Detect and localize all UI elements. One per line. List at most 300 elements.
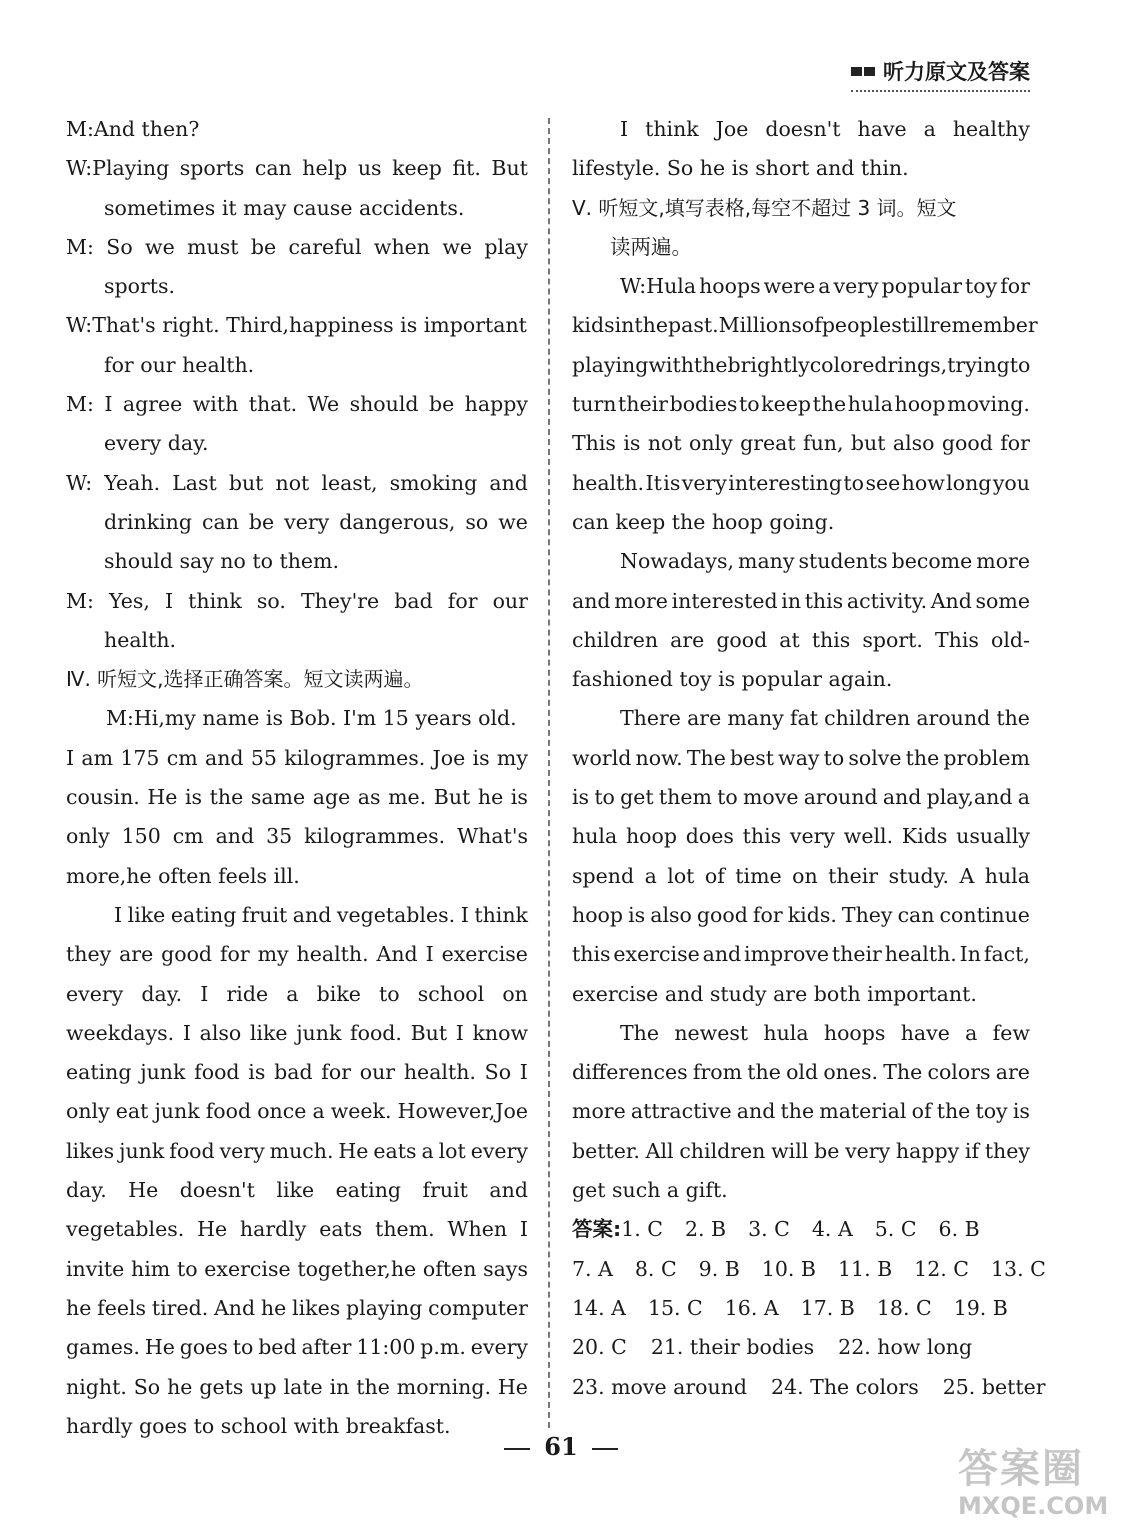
word: attractive: [630, 1099, 732, 1124]
justified-line: [572, 778, 1030, 817]
word: playing: [572, 352, 649, 377]
word: once: [257, 1099, 307, 1124]
word: activity.: [846, 588, 928, 613]
word: very: [681, 470, 727, 495]
word: But: [410, 1020, 448, 1045]
word: a: [312, 1099, 325, 1124]
text-line: [66, 503, 528, 542]
word: health.: [296, 942, 369, 967]
word: hoops: [823, 1020, 886, 1045]
word: I: [460, 902, 469, 927]
text-line: W:That's right. Third,happiness is important: [66, 313, 527, 338]
text-line: [572, 110, 1030, 149]
word: in: [781, 588, 802, 613]
word: However,Joe: [397, 1099, 528, 1124]
word: much.: [269, 1138, 334, 1163]
word: very: [789, 824, 836, 849]
word: with: [192, 392, 239, 417]
word: way: [778, 745, 820, 770]
word: if: [964, 1138, 980, 1163]
word: He: [128, 1178, 159, 1203]
word: after: [301, 1335, 352, 1360]
word: and: [292, 902, 332, 927]
word: says: [483, 1256, 528, 1281]
word: the: [936, 1099, 971, 1124]
word: still: [891, 313, 930, 338]
word: popular: [881, 274, 963, 299]
word: solve: [848, 745, 902, 770]
text-line: [572, 817, 1030, 856]
justified-line: [66, 1250, 528, 1289]
word: brightly: [727, 352, 810, 377]
word: together,he: [297, 1256, 417, 1281]
justified-line: [66, 1210, 528, 1249]
word: and: [204, 745, 244, 770]
word: eat: [115, 1099, 149, 1124]
word: this: [572, 942, 611, 967]
word: are: [119, 942, 154, 967]
text-line: [66, 1092, 528, 1131]
word: bad: [274, 1060, 313, 1085]
text-line: 读两遍。: [610, 234, 692, 259]
text-line: get such a gift.: [572, 1178, 728, 1203]
justified-line: [66, 1171, 528, 1210]
word: for: [321, 1060, 352, 1085]
text-line: [572, 542, 1030, 581]
word: And: [376, 942, 418, 967]
word: likes: [66, 1138, 115, 1163]
word: become: [891, 549, 973, 574]
justified-line: [620, 267, 1030, 306]
word: agree: [122, 392, 183, 417]
word: junk: [119, 1138, 165, 1163]
text-line: for our health.: [104, 352, 255, 377]
word: help: [302, 156, 348, 181]
word: me.: [388, 785, 427, 810]
word: I: [114, 902, 123, 927]
answer-item: 9. B: [698, 1256, 740, 1281]
word: to: [232, 1335, 254, 1360]
word: interested: [671, 588, 778, 613]
word: dangerous,: [339, 509, 456, 534]
word: this: [742, 824, 782, 849]
word: I: [425, 942, 434, 967]
word: around: [916, 706, 991, 731]
answer-key: [572, 1210, 1046, 1406]
word: doesn't: [179, 1178, 255, 1203]
text-line: [572, 778, 1030, 817]
word: Joe: [432, 745, 466, 770]
word: fact,: [983, 942, 1030, 967]
justified-line: [620, 110, 1030, 149]
answer-item: 1. C: [621, 1217, 663, 1242]
word: long: [946, 470, 992, 495]
word: more: [976, 549, 1030, 574]
word: bike: [316, 981, 361, 1006]
word: with: [648, 352, 694, 377]
text-line: more,he often feels ill.: [66, 863, 300, 888]
word: gets: [199, 1374, 244, 1399]
word: play,and: [926, 785, 1013, 810]
word: It: [645, 470, 662, 495]
word: toy: [975, 1099, 1008, 1124]
word: have: [900, 1020, 950, 1045]
right-column: [572, 110, 1046, 1407]
answer-item: 20. C: [572, 1335, 627, 1360]
word: to: [843, 470, 865, 495]
text-line: [66, 1250, 528, 1289]
word: But: [433, 785, 471, 810]
word: is: [472, 745, 490, 770]
justified-line: [572, 739, 1030, 778]
word: our: [359, 1060, 396, 1085]
word: I: [455, 1020, 464, 1045]
word: know: [472, 1020, 528, 1045]
word: He: [338, 1138, 369, 1163]
word: to: [176, 1256, 198, 1281]
word: like: [249, 1020, 288, 1045]
word: for: [752, 902, 783, 927]
word: can: [897, 902, 935, 927]
text-line: [572, 621, 1030, 660]
word: and: [882, 785, 922, 810]
text-line: Ⅴ. 听短文,填写表格,每空不超过 3 词。短文: [572, 195, 957, 220]
word: playing: [346, 1295, 423, 1320]
word: my: [257, 942, 289, 967]
answer-item: 19. B: [953, 1295, 1008, 1320]
word: old-: [990, 627, 1030, 652]
word: fit.: [452, 156, 481, 181]
word: kilogrammes.: [304, 824, 446, 849]
text-line: fashioned toy is popular again.: [572, 667, 893, 692]
word: past.: [667, 313, 719, 338]
right-column-text: [572, 110, 1038, 1210]
word: happy: [895, 1138, 960, 1163]
word: a: [421, 1138, 434, 1163]
answer-item: 12. C: [914, 1256, 969, 1281]
text-line: [66, 1368, 528, 1407]
word: to: [738, 392, 760, 417]
word: he: [66, 1295, 92, 1320]
word: is: [510, 785, 528, 810]
word: not: [647, 431, 682, 456]
justified-line: [66, 975, 528, 1014]
word: keep: [761, 392, 811, 417]
word: very: [284, 509, 330, 534]
word: good: [161, 942, 213, 967]
word: continue: [939, 902, 1030, 927]
word: goes: [179, 1335, 228, 1360]
word: be: [428, 392, 455, 417]
word: from: [692, 1060, 743, 1085]
text-line: [66, 778, 528, 817]
answer-row: [572, 1289, 1030, 1328]
word: This: [572, 431, 616, 456]
word: and: [572, 588, 611, 613]
word: hoop: [572, 902, 624, 927]
word: Last: [172, 470, 217, 495]
justified-line: [572, 424, 1030, 463]
word: moving.: [947, 392, 1030, 417]
justified-line: [66, 1289, 528, 1328]
word: 35: [266, 824, 293, 849]
watermark-url: MXQE.COM: [958, 1492, 1109, 1520]
word: see: [865, 470, 901, 495]
word: is: [572, 785, 590, 810]
word: we: [442, 234, 473, 259]
answer-row: [572, 1210, 1030, 1249]
word: children: [824, 706, 911, 731]
justified-line: [66, 1368, 528, 1407]
word: bad: [394, 588, 433, 613]
word: late: [283, 1374, 323, 1399]
word: eats: [373, 1138, 417, 1163]
word: health.: [403, 1060, 476, 1085]
word: kilogrammes.: [284, 745, 426, 770]
word: So: [484, 1060, 512, 1085]
text-line: M:Hi,my name is Bob. I'm 15 years old.: [106, 706, 517, 731]
word: weekdays.: [66, 1020, 175, 1045]
justified-line: [66, 1053, 528, 1092]
justified-line: [66, 1014, 528, 1053]
word: in: [329, 1374, 350, 1399]
justified-line: [620, 542, 1030, 581]
word: every: [470, 1335, 528, 1360]
word: be: [248, 509, 275, 534]
word: day.: [66, 1178, 107, 1203]
word: a: [644, 863, 657, 888]
word: and: [489, 470, 528, 495]
word: food: [169, 1138, 215, 1163]
word: my: [496, 745, 528, 770]
word: I: [519, 1060, 528, 1085]
footer-dash-left: [504, 1448, 530, 1450]
word: bodies: [669, 392, 738, 417]
word: feels: [97, 1295, 147, 1320]
justified-line: [66, 817, 528, 856]
section-header: [851, 56, 1030, 92]
word: he: [167, 1374, 193, 1399]
word: great: [740, 431, 796, 456]
answer-item: 24. The colors: [771, 1374, 919, 1399]
word: well.: [843, 824, 894, 849]
word: old: [786, 1060, 819, 1085]
text-line: [66, 817, 528, 856]
word: a: [965, 1020, 978, 1045]
word: only: [66, 1099, 110, 1124]
header-title: 听力原文及答案: [883, 60, 1030, 84]
justified-line: [66, 1328, 528, 1367]
word: around: [803, 785, 878, 810]
word: children: [572, 627, 659, 652]
word: to: [823, 745, 845, 770]
word: fun,: [802, 431, 844, 456]
word: the: [356, 1374, 390, 1399]
text-line: [572, 1014, 1030, 1053]
word: colored: [809, 352, 888, 377]
text-line: [572, 424, 1030, 463]
word: should: [349, 392, 419, 417]
answer-item: 23. move around: [572, 1374, 748, 1399]
word: people: [821, 313, 892, 338]
text-line: [66, 1171, 528, 1210]
word: hula: [763, 1020, 809, 1045]
word: smoking: [389, 470, 478, 495]
word: them: [658, 785, 712, 810]
word: 150: [121, 824, 161, 849]
word: like: [127, 902, 166, 927]
word: them.: [375, 1217, 435, 1242]
text-line: [572, 935, 1030, 974]
word: computer: [428, 1295, 528, 1320]
text-line: [572, 346, 1030, 385]
word: to: [717, 785, 738, 810]
word: He: [197, 1217, 228, 1242]
word: like: [276, 1178, 315, 1203]
word: And: [214, 1295, 256, 1320]
word: that.: [248, 392, 298, 417]
word: are: [995, 1060, 1030, 1085]
word: The: [686, 745, 726, 770]
word: to: [594, 785, 615, 810]
word: be: [814, 1138, 840, 1163]
word: differences: [572, 1060, 688, 1085]
justified-line: [66, 464, 528, 503]
word: every: [470, 1138, 528, 1163]
text-line: [572, 1092, 1030, 1131]
footer-dash-right: [592, 1448, 618, 1450]
word: as: [357, 785, 381, 810]
word: more: [572, 1099, 626, 1124]
text-line: [572, 896, 1030, 935]
word: W:: [66, 470, 93, 495]
answer-row: [572, 1328, 1030, 1367]
word: better.: [572, 1138, 640, 1163]
word: Nowadays,: [620, 549, 735, 574]
word: the: [905, 745, 940, 770]
word: in: [614, 313, 635, 338]
word: of: [704, 863, 725, 888]
word: eating: [66, 1060, 132, 1085]
answer-row: [572, 1250, 1046, 1289]
word: hoop: [625, 824, 677, 849]
word: Joe: [715, 117, 749, 141]
word: so.: [256, 588, 286, 613]
justified-line: [572, 817, 1030, 856]
word: I: [200, 981, 209, 1006]
answer-item: 25. better: [942, 1374, 1046, 1399]
text-line: [66, 385, 528, 424]
word: I: [519, 1217, 528, 1242]
word: study.: [888, 863, 950, 888]
text-line: [66, 896, 528, 935]
word: many: [727, 706, 784, 731]
word: more: [614, 588, 668, 613]
word: W:Hula: [620, 274, 697, 299]
text-line: [66, 1289, 528, 1328]
word: and: [702, 942, 742, 967]
justified-line: [66, 935, 528, 974]
word: 55: [250, 745, 277, 770]
word: to: [1009, 352, 1031, 377]
word: time: [735, 863, 782, 888]
word: their: [618, 392, 668, 417]
word: the: [693, 352, 728, 377]
word: him: [131, 1256, 171, 1281]
word: least,: [321, 470, 378, 495]
word: A: [959, 863, 975, 888]
word: problem: [943, 745, 1030, 770]
word: some: [975, 588, 1030, 613]
word: lot: [438, 1138, 466, 1163]
word: M:: [66, 234, 94, 259]
text-line: sports.: [104, 274, 176, 299]
answer-item: 3. C: [748, 1217, 790, 1242]
answer-item: 11. B: [837, 1256, 893, 1281]
word: children: [679, 1138, 766, 1163]
word: this: [811, 627, 851, 652]
word: for: [1000, 274, 1030, 299]
word: good: [716, 627, 768, 652]
word: the: [996, 706, 1030, 731]
word: The: [620, 1020, 660, 1045]
word: and: [215, 824, 255, 849]
word: I: [182, 1020, 191, 1045]
word: also: [199, 1020, 242, 1045]
word: careful: [288, 234, 362, 259]
word: exercise: [613, 942, 700, 967]
justified-line: [572, 464, 1030, 503]
word: best: [730, 745, 775, 770]
word: exercise: [441, 942, 528, 967]
text-line: hardly goes to school with breakfast.: [66, 1413, 451, 1438]
word: the: [812, 392, 847, 417]
text-line: [572, 582, 1030, 621]
word: is: [623, 431, 641, 456]
word: cousin.: [66, 785, 140, 810]
word: What's: [457, 824, 528, 849]
word: I: [104, 392, 113, 417]
word: move: [742, 785, 799, 810]
column-divider: [548, 118, 550, 1428]
word: will: [771, 1138, 809, 1163]
word: All: [645, 1138, 674, 1163]
word: The: [883, 1060, 923, 1085]
text-line: every day.: [104, 431, 209, 456]
word: age: [312, 785, 351, 810]
word: world: [572, 745, 632, 770]
word: lot: [667, 863, 695, 888]
justified-line: [66, 1092, 528, 1131]
word: and: [736, 1099, 776, 1124]
word: we: [145, 234, 175, 259]
word: a: [1017, 785, 1030, 810]
word: And: [930, 588, 972, 613]
word: is: [185, 785, 203, 810]
answer-item: 6. B: [938, 1217, 980, 1242]
word: when: [373, 234, 430, 259]
word: M:: [66, 392, 94, 417]
word: When: [447, 1217, 508, 1242]
text-line: [66, 149, 528, 188]
word: games.: [66, 1335, 140, 1360]
text-line: [572, 464, 1030, 503]
word: sports: [179, 156, 245, 181]
word: a: [286, 981, 299, 1006]
word: get: [620, 785, 654, 810]
word: bed: [258, 1335, 297, 1360]
word: 11:00: [356, 1335, 416, 1360]
